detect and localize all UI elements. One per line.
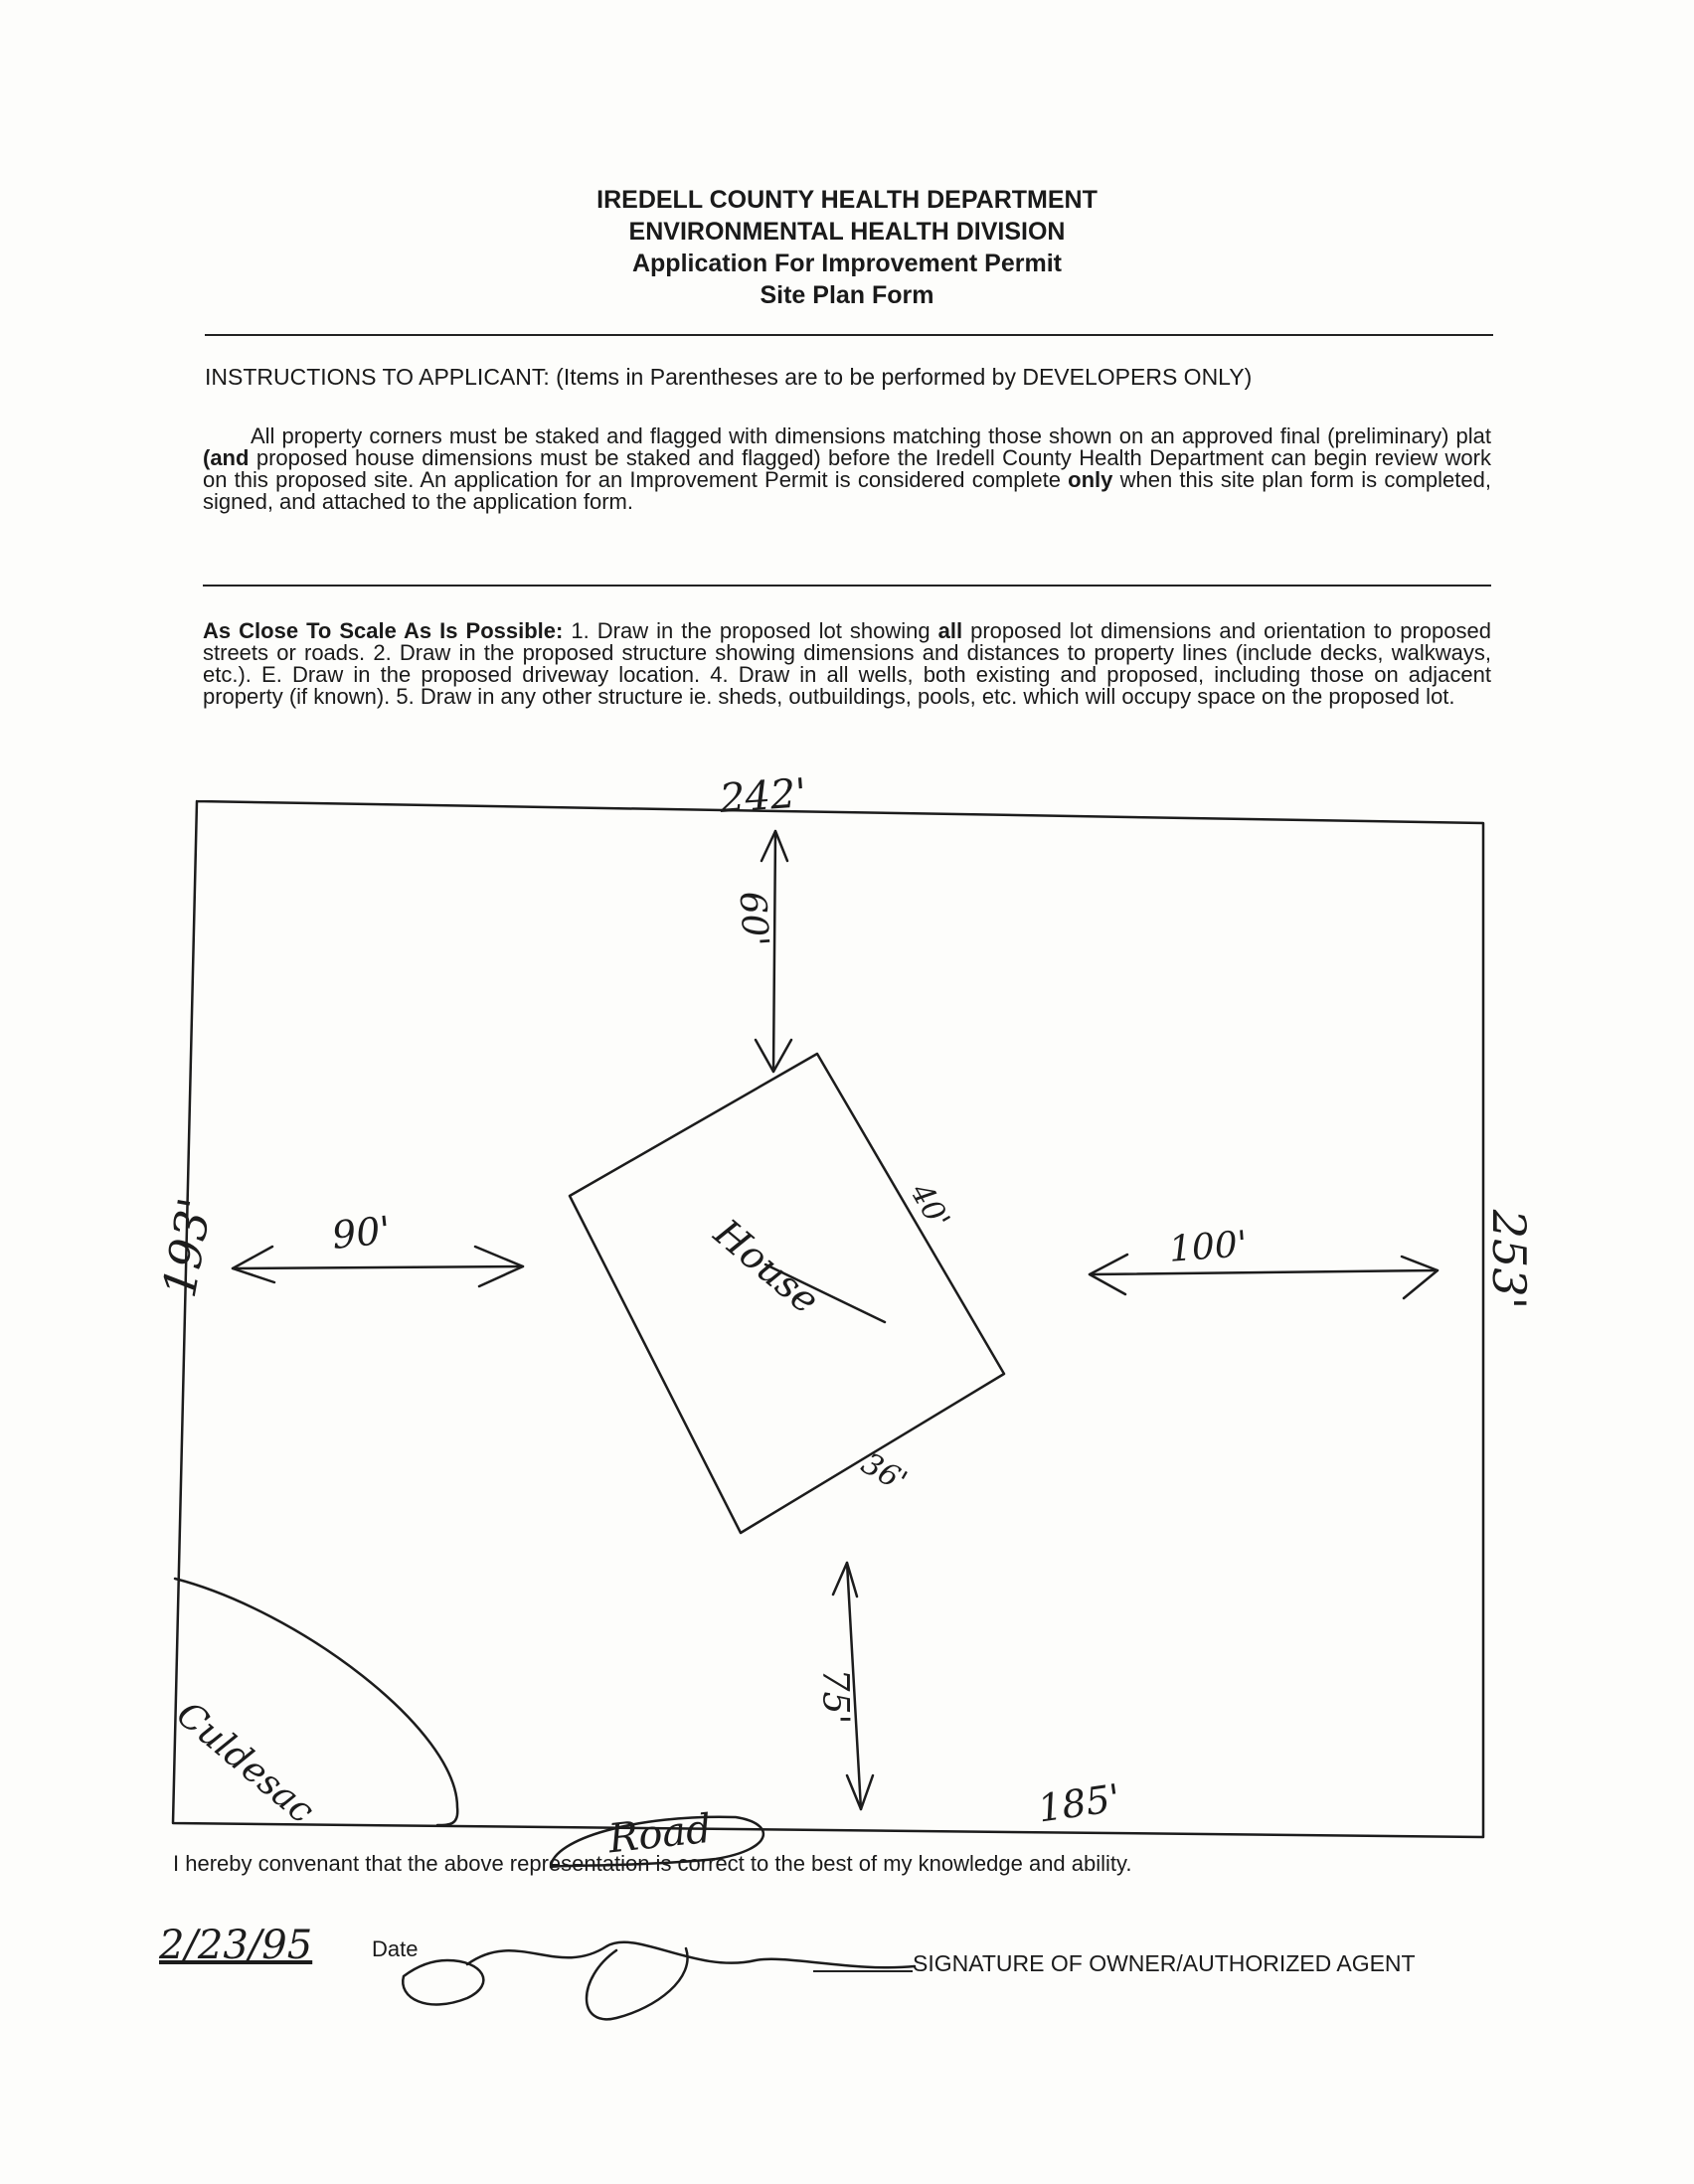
road-label: Road: [605, 1805, 714, 1863]
signature-label: SIGNATURE OF OWNER/AUTHORIZED AGENT: [913, 1950, 1416, 1976]
right-setback-label: 100': [1167, 1224, 1249, 1270]
left-arrowhead: [233, 1247, 274, 1282]
signature-loop: [587, 1948, 688, 2019]
division-title: ENVIRONMENTAL HEALTH DIVISION: [628, 218, 1066, 246]
house-width-label: 40': [903, 1177, 956, 1236]
left-lot-dimension: 193': [151, 1193, 223, 1302]
date-loop: [403, 1960, 483, 2004]
bottom-lot-dimension: 185': [1035, 1775, 1123, 1831]
signature-line: [813, 1970, 913, 1972]
date-label: Date: [372, 1936, 419, 1961]
scale-note-text-1: 1. Draw in the proposed lot showing: [563, 618, 938, 643]
house-label: House: [706, 1210, 828, 1323]
date-value: 2/23/95: [159, 1923, 313, 1968]
house-depth-label: 36': [855, 1445, 914, 1500]
left-setback-arrow: [233, 1266, 523, 1268]
certification-statement: I hereby convenant that the above representation is correct to the best of my knowledge and ability.: [173, 1851, 1132, 1876]
right-lot-dimension: 253': [1482, 1209, 1537, 1310]
top-lot-dimension: 242': [718, 770, 808, 822]
instructions-text-a: All property corners must be staked and flagged with dimensions matching those shown on an approved final (preliminary) plat: [251, 423, 1491, 448]
instructions-text-e: when this site plan form is completed, signed, and attached to the application form.: [203, 467, 1491, 514]
scale-note-lead: As Close To Scale As Is Possible:: [203, 618, 564, 643]
instructions-text-b: (and: [203, 445, 250, 470]
front-setback-arrow: [773, 831, 775, 1072]
instructions-text-d: only: [1068, 467, 1113, 492]
right-setback-arrow: [1090, 1270, 1438, 1274]
instructions-heading: INSTRUCTIONS TO APPLICANT: (Items in Parentheses are to be performed by DEVELOPERS ONLY): [205, 364, 1253, 390]
form-title: Site Plan Form: [760, 281, 934, 309]
instructions-text-c: proposed house dimensions must be staked and flagged) before the Iredell County Health Department can begin review work on this proposed site. An application for an Improvement Permit is considered complete: [203, 445, 1491, 492]
scale-note-bold-all: all: [937, 618, 963, 643]
left-setback-label: 90': [329, 1208, 393, 1258]
culdesac-label: Culdesac: [168, 1694, 322, 1832]
application-title: Application For Improvement Permit: [631, 250, 1062, 277]
signature-stroke: [467, 1942, 915, 1967]
front-setback-label: 60': [731, 890, 776, 948]
rear-arrowhead-up: [833, 1563, 857, 1596]
scale-note-text-2: proposed lot dimensions and orientation to proposed streets or roads. 2. Draw in the proposed structure showing dimensions and distances to property lines (include decks, walkways, etc.). E. Draw in the proposed driveway location. 4. Draw in all wells, both existing and proposed, including those on adjacent property (if known). 5. Draw in any other structure ie. sheds, outbuildings, pools, etc. which will occupy space on the proposed lot.: [203, 618, 1492, 709]
culdesac-arc: [175, 1579, 457, 1825]
right-arrowhead: [1402, 1257, 1438, 1298]
department-title: IREDELL COUNTY HEALTH DEPARTMENT: [596, 186, 1098, 214]
rear-setback-label: 75': [814, 1668, 856, 1725]
